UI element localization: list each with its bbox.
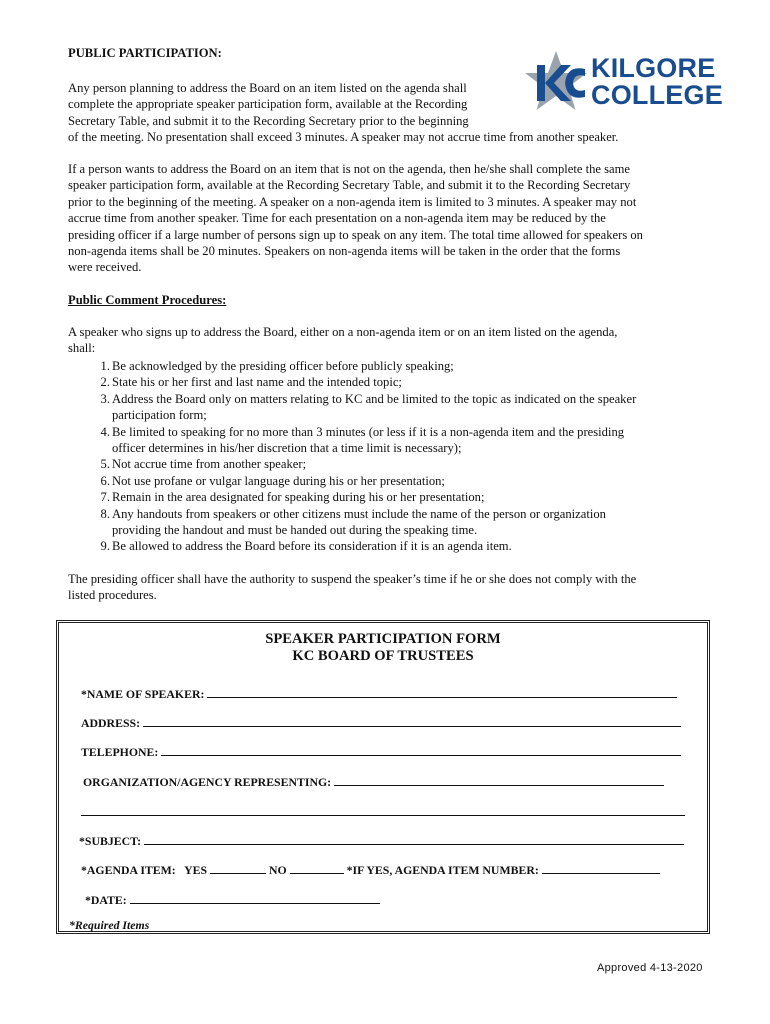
telephone-field[interactable] — [161, 745, 681, 756]
list-item — [68, 424, 708, 457]
paragraph-speaker-intro — [68, 324, 708, 357]
date-row — [85, 893, 380, 908]
list-text-line: officer determines in his/her discretion that a time limit is necessary); — [112, 441, 462, 456]
list-text-line: Be limited to speaking for no more than 3 minutes (or less if it is a non-agenda item and the presiding — [112, 424, 625, 439]
list-number: 9. — [100, 539, 110, 554]
agenda-yes-field[interactable] — [210, 863, 266, 874]
speaker-participation-form — [56, 620, 710, 934]
list-item — [68, 473, 708, 489]
paragraph-non-agenda-items — [68, 161, 708, 276]
address-label: ADDRESS: — [81, 716, 140, 730]
list-text — [112, 506, 708, 539]
name-of-speaker-row — [81, 687, 677, 702]
list-number: 6. — [100, 473, 110, 488]
list-text-line: Address the Board only on matters relating to KC and be limited to the topic as indicated on the speaker — [112, 391, 637, 406]
paragraph-line: non-agenda items shall be 20 minutes. Speakers on non-agenda items will be taken in the order that the forms — [68, 244, 621, 259]
list-number: 1. — [100, 359, 110, 373]
list-item — [68, 374, 708, 390]
list-item — [68, 506, 708, 539]
paragraph-line: accrue time from another speaker. Time for each presentation on a non-agenda item may be reduced by the — [68, 211, 606, 226]
list-text — [112, 358, 708, 374]
subject-field[interactable] — [144, 834, 684, 845]
list-text-line: Not use profane or vulgar language during his or her presentation; — [112, 473, 445, 488]
agenda-no-label: NO — [269, 863, 287, 877]
agenda-item-label: *AGENDA ITEM: — [81, 863, 176, 877]
name-of-speaker-label: *NAME OF SPEAKER: — [81, 687, 205, 701]
list-text-line: Remain in the area designated for speaking during his or her presentation; — [112, 490, 485, 505]
required-items-note: *Required Items — [69, 918, 150, 932]
paragraph-line: If a person wants to address the Board on an item that is not on the agenda, then he/she shall complete the same — [68, 162, 631, 176]
list-item — [68, 391, 708, 424]
list-text-line: providing the handout and must be handed out during the speaking time. — [112, 523, 478, 538]
list-text-line: State his or her first and last name and the intended topic; — [112, 375, 402, 390]
agenda-no-field[interactable] — [290, 863, 344, 874]
subject-row — [79, 834, 684, 849]
paragraph-agenda-items — [68, 80, 708, 146]
list-item — [68, 456, 708, 472]
paragraph-line: A speaker who signs up to address the Board, either on a non-agenda item or on an item listed on the agenda, — [68, 325, 618, 339]
public-participation-heading: PUBLIC PARTICIPATION: — [68, 46, 222, 60]
paragraph-line: of the meeting. No presentation shall exceed 3 minutes. A speaker may not accrue time from another speaker. — [68, 130, 619, 145]
list-number: 7. — [100, 490, 110, 505]
address-row — [81, 716, 681, 731]
name-of-speaker-field[interactable] — [207, 687, 677, 698]
approved-date: Approved 4-13-2020 — [597, 962, 703, 974]
list-text-line: Be acknowledged by the presiding officer before publicly speaking; — [112, 359, 454, 373]
address-field[interactable] — [143, 716, 681, 727]
paragraph-authority — [68, 571, 708, 604]
logo-line-1: KILGORE — [591, 53, 716, 83]
list-text — [112, 456, 708, 472]
list-item — [68, 358, 708, 374]
agenda-yes-label: YES — [184, 863, 208, 877]
list-text-line: Any handouts from speakers or other citizens must include the name of the person or organization — [112, 506, 606, 521]
paragraph-line: Secretary Table, and submit it to the Recording Secretary prior to the beginning — [68, 113, 469, 128]
list-text — [112, 424, 708, 457]
list-text — [112, 538, 708, 554]
paragraph-line: speaker participation form, available at the Recording Secretary Table, and submit it to the Recording Secretary — [68, 178, 631, 193]
list-text-line: Not accrue time from another speaker; — [112, 457, 307, 472]
list-text — [112, 489, 708, 505]
list-text — [112, 391, 708, 424]
date-label: *DATE: — [85, 893, 127, 907]
telephone-label: TELEPHONE: — [81, 745, 159, 759]
paragraph-line: presiding officer if a large number of persons sign up to speak on any item. The total time allowed for speakers on — [68, 227, 643, 242]
agenda-number-label: *IF YES, AGENDA ITEM NUMBER: — [346, 863, 539, 877]
organization-continued-field[interactable] — [81, 805, 685, 816]
paragraph-line: The presiding officer shall have the authority to suspend the speaker’s time if he or she does not comply with the — [68, 572, 637, 586]
subject-label: *SUBJECT: — [79, 834, 142, 848]
organization-field[interactable] — [334, 775, 664, 786]
procedures-heading: Public Comment Procedures: — [68, 293, 227, 307]
paragraph-line: Any person planning to address the Board on an item listed on the agenda shall — [68, 81, 467, 95]
organization-row — [83, 775, 664, 790]
agenda-item-row — [81, 863, 660, 878]
paragraph-line: complete the appropriate speaker participation form, available at the Recording — [68, 97, 468, 112]
form-subtitle: KC BOARD OF TRUSTEES — [292, 648, 474, 664]
list-item — [68, 489, 708, 505]
agenda-number-field[interactable] — [542, 863, 660, 874]
paragraph-line: prior to the beginning of the meeting. A speaker on a non-agenda item is limited to 3 minutes. A speaker may not — [68, 194, 637, 209]
date-field[interactable] — [130, 893, 380, 904]
form-title: SPEAKER PARTICIPATION FORM — [265, 631, 501, 647]
list-item — [68, 538, 708, 554]
paragraph-line: listed procedures. — [68, 588, 157, 603]
list-number: 4. — [100, 424, 110, 439]
organization-label: ORGANIZATION/AGENCY REPRESENTING: — [83, 775, 332, 789]
list-number: 2. — [100, 375, 110, 390]
list-text — [112, 473, 708, 489]
list-number: 8. — [100, 506, 110, 521]
procedures-list — [68, 358, 708, 555]
list-text-line: Be allowed to address the Board before its consideration if it is an agenda item. — [112, 539, 512, 554]
list-text-line: participation form; — [112, 408, 207, 423]
logo-line-2: COLLEGE — [591, 80, 723, 110]
list-number: 5. — [100, 457, 110, 472]
list-text — [112, 374, 708, 390]
organization-continued-row — [81, 805, 685, 820]
list-number: 3. — [100, 391, 110, 406]
paragraph-line: shall: — [68, 341, 96, 356]
paragraph-line: were received. — [68, 260, 142, 275]
telephone-row — [81, 745, 681, 760]
